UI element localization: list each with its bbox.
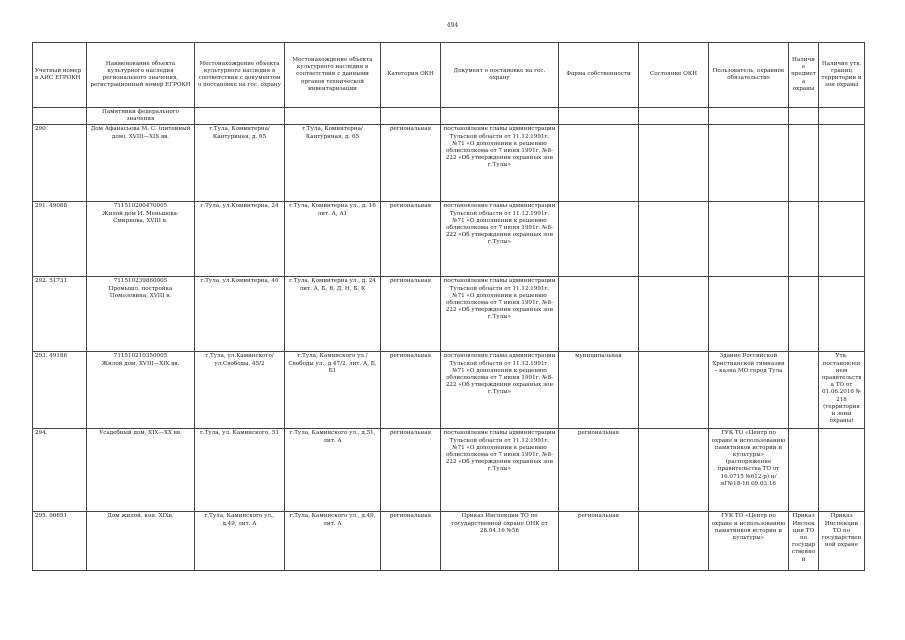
header-protection-subject: Наличие предмета охраны	[789, 43, 819, 108]
category: региональная	[381, 202, 441, 277]
user: ГУК ТО «Центр по охране и использованию памятников истории и культуры»	[709, 512, 789, 571]
ownership	[559, 277, 639, 352]
location-bti: г.Тула, Коминтерна ул., д. 24 лит. А, Б, В, Д, Н, Б, К	[285, 277, 381, 352]
location-bti: г.Тула, Каминского ул., д.51, лит. А	[285, 429, 381, 512]
ownership: региональная	[559, 512, 639, 571]
heritage-register-table	[32, 42, 865, 571]
borders: Приказ Инспекции ТО по государственной охране	[819, 512, 865, 571]
borders	[819, 202, 865, 277]
ownership	[559, 202, 639, 277]
object-name: Усадебный дом, XIX—XX вв.	[87, 429, 195, 512]
header-state: Состояние ОКН	[639, 43, 709, 108]
borders: Утв. постановлением правительства ТО от 01.06.2016 № 218 (территория и зоны охраны)	[819, 352, 865, 429]
category: региональная	[381, 429, 441, 512]
protection-document: постановление главы администрации Тульской области от 11.12.1991г. №71 «О дополнении к решению облисполкома от 7 июня 1991г. №8-222 «Об утверждении охранных зон г.Тулы»	[441, 202, 559, 277]
borders	[819, 429, 865, 512]
category: региональная	[381, 352, 441, 429]
state	[639, 429, 709, 512]
header-registry-number: Учетный номер в АИС ЕГРОКН	[33, 43, 87, 108]
state	[639, 352, 709, 429]
state	[639, 125, 709, 202]
row-number: 294.	[33, 429, 87, 512]
table-row	[33, 429, 865, 512]
header-location-bti: Местонахождение объекта культурного наследия в соответствии с данными органов технической инвентаризации	[285, 43, 381, 108]
header-protection-document: Документ о постановке на гос. охрану	[441, 43, 559, 108]
category: региональная	[381, 512, 441, 571]
borders	[819, 125, 865, 202]
location-document: г.Тула, ул.Коминтерна, 40	[195, 277, 285, 352]
table-row	[33, 125, 865, 202]
header-category: Категория ОКН	[381, 43, 441, 108]
header-object-name: Наименование объекта культурного наследия регионального значения, регистрационный номер ЕГРОКН	[87, 43, 195, 108]
object-name: 711510200470005 Жилой дом И. Меньшова-Смирнова, XVIII в.	[87, 202, 195, 277]
table-row	[33, 277, 865, 352]
protection-subject: Приказ Инспекции ТО по государственной	[789, 512, 819, 571]
user	[709, 277, 789, 352]
table-row	[33, 202, 865, 277]
ownership: муниципальная	[559, 352, 639, 429]
user: ГУК ТО «Центр по охране и использованию памятников истории и культуры» (распоряжение правительства ТО от 16.0715 №612-р) н/вГ№18-16 09.03.16	[709, 429, 789, 512]
row-number: 295. 90651	[33, 512, 87, 571]
object-name: 711510239860005 Промышл. постройка Помозовина, XVIII в.	[87, 277, 195, 352]
ownership: региональная	[559, 429, 639, 512]
location-bti: г.Тула, Каминского ул./ Свободы ул., д.47/2, лит. А, Б, Б1	[285, 352, 381, 429]
table-row	[33, 352, 865, 429]
user	[709, 125, 789, 202]
object-name: Дом Афанасьева М. С. (питейный дом), XVIII—XIX вв.	[87, 125, 195, 202]
category: региональная	[381, 125, 441, 202]
header-borders: Наличие утв. границ территории и зон охраны	[819, 43, 865, 108]
location-bti: г.Тула, Коминтерна/Кантуриная, д. 65	[285, 125, 381, 202]
protection-document: постановление главы администрации Тульской области от 11.12.1991г. №71 «О дополнении к решению облисполкома от 7 июня 1991г. №8-222 «Об утверждении охранных зон г.Тулы»	[441, 429, 559, 512]
header-row	[33, 43, 865, 108]
page-number: 494	[446, 22, 459, 29]
location-document: г.Тула, ул. Каминского, 51	[195, 429, 285, 512]
state	[639, 277, 709, 352]
header-user: Пользователь, охранное обязательство	[709, 43, 789, 108]
row-number: 292. 51731	[33, 277, 87, 352]
location-document: г.Тула, Каминского ул., д.49, лит. А	[195, 512, 285, 571]
location-bti: г.Тула, Каминского ул., д.49, лит. А	[285, 512, 381, 571]
section-label: Памятники федерального значения	[87, 108, 195, 125]
state	[639, 202, 709, 277]
location-document: г.Тула, Коминтерна/Кантуриная, д. 65	[195, 125, 285, 202]
location-document: г.Тула, ул.Коминтерна, 24	[195, 202, 285, 277]
section-row	[33, 108, 865, 125]
category: региональная	[381, 277, 441, 352]
location-bti: г.Тула, Коминтерна ул., д. 16 лит. А, А1	[285, 202, 381, 277]
header-location-document: Местонахождение объекта культурного наследия в соответствии с документом о постановке на гос. охрану	[195, 43, 285, 108]
protection-subject	[789, 125, 819, 202]
section-cell-empty	[33, 108, 87, 125]
protection-subject	[789, 277, 819, 352]
state	[639, 512, 709, 571]
table-row	[33, 512, 865, 571]
user: Здание Российской Христианской гимназии – казна МО город Тула	[709, 352, 789, 429]
location-document: г.Тула, ул.Каминского/ ул.Свободы, 45/2	[195, 352, 285, 429]
protection-document: постановление главы администрации Тульской области от 11.12.1991г. №71 «О дополнении к решению облисполкома от 7 июня 1991г. №8-222 «Об утверждении охранных зон г.Тулы»	[441, 125, 559, 202]
object-name: 711510210350005 Жилой дом, XVIII—XIX вв.	[87, 352, 195, 429]
protection-document: постановление главы администрации Тульской области от 11.12.1991г. №71 «О дополнении к решению облисполкома от 7 июня 1991г. №8-222 «Об утверждении охранных зон г.Тулы»	[441, 352, 559, 429]
ownership	[559, 125, 639, 202]
header-ownership: Форма собственности	[559, 43, 639, 108]
borders	[819, 277, 865, 352]
protection-subject	[789, 202, 819, 277]
protection-subject	[789, 352, 819, 429]
protection-document: постановление главы администрации Тульской области от 11.12.1991г. №71 «О дополнении к решению облисполкома от 7 июня 1991г. №8-222 «Об утверждении охранных зон г.Тулы»	[441, 277, 559, 352]
row-number: 290.	[33, 125, 87, 202]
row-number: 293. 49186	[33, 352, 87, 429]
user	[709, 202, 789, 277]
protection-document: Приказ Инспекции ТО по государственной охране ОНК от 28.04.16 №56	[441, 512, 559, 571]
object-name: Дом жилой, кон. XIXв.	[87, 512, 195, 571]
row-number: 291. 49088	[33, 202, 87, 277]
protection-subject	[789, 429, 819, 512]
